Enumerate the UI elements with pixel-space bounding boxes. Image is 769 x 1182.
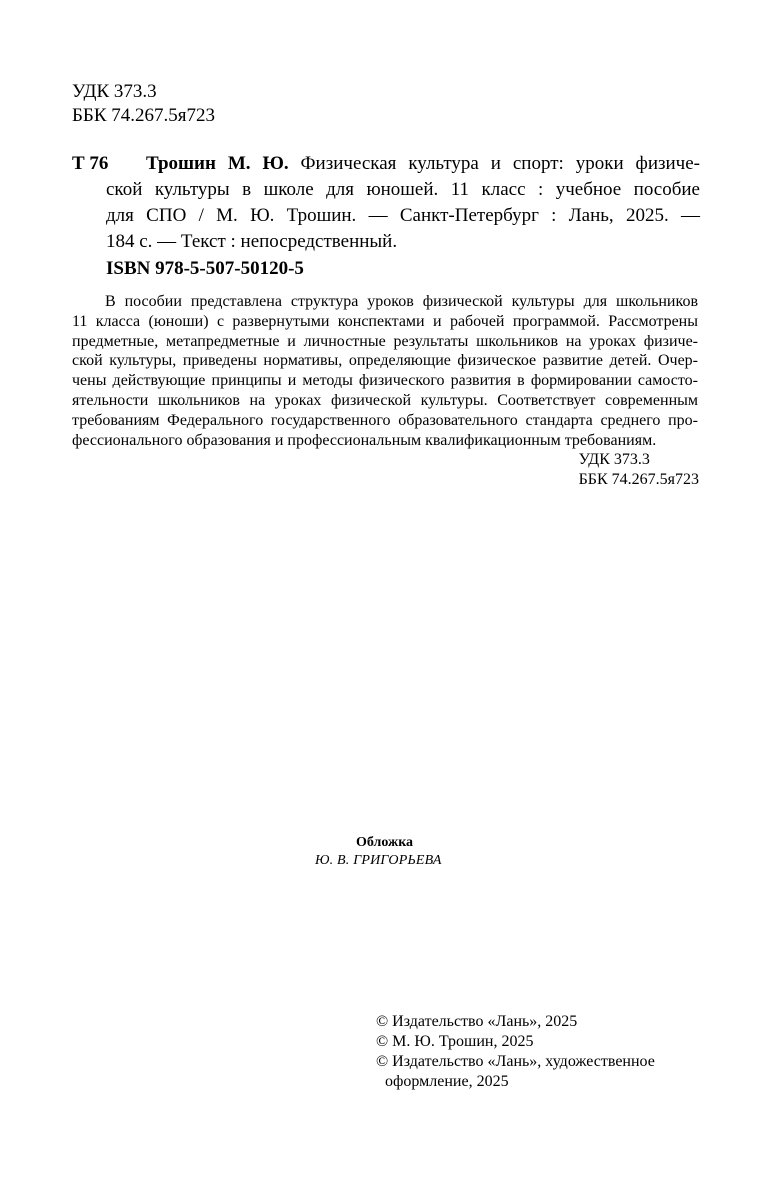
bibliographic-record (106, 151, 700, 255)
abstract-line: фессионального образования и профессиональным квалификационным требованиям. (72, 431, 657, 449)
copyright-line: оформление, 2025 (385, 1073, 509, 1090)
abstract-line: 11 класса (юноши) с развернутыми конспектами и рабочей программой. Рассмотрены (72, 312, 698, 330)
abstract-line: предметные, метапредметные и личностные результаты школьников на уроках физиче- (72, 332, 698, 350)
copyright-block (376, 1012, 655, 1092)
isbn: ISBN 978-5-507-50120-5 (106, 258, 304, 279)
author-name: Трошин М. Ю. (146, 153, 289, 174)
biblio-title-start: Физическая культура и спорт: уроки физиче- (288, 153, 700, 174)
bbk-code: ББК 74.267.5я723 (72, 105, 215, 126)
biblio-line-4: 184 с. — Текст : непосредственный. (106, 231, 398, 252)
copyright-line: © Издательство «Лань», художественное (376, 1053, 655, 1070)
cover-label: Обложка (356, 835, 414, 850)
abstract-line: ской культуры, приведены нормативы, определяющие физическое развитие детей. Очер- (72, 352, 698, 370)
biblio-line-3: для СПО / М. Ю. Трошин. — Санкт-Петербург : Лань, 2025. — (106, 205, 700, 226)
biblio-line-2: ской культуры в школе для юношей. 11 класс : учебное пособие (106, 179, 700, 200)
abstract-line: чены действующие принципы и методы физического развития в формировании самосто- (72, 372, 698, 390)
bbk-code-bottom: ББК 74.267.5я723 (578, 471, 699, 488)
classification-codes-bottom (579, 450, 699, 490)
author-mark: Т 76 (72, 153, 109, 174)
abstract (72, 292, 698, 450)
abstract-line: В пособии представлена структура уроков физической культуры для школьников (105, 293, 698, 310)
udk-code: УДК 373.3 (72, 81, 157, 102)
abstract-line: требованиям Федерального государственного образовательного стандарта среднего про- (72, 411, 698, 429)
copyright-line: © М. Ю. Трошин, 2025 (376, 1033, 534, 1050)
copyright-line: © Издательство «Лань», 2025 (376, 1013, 578, 1030)
abstract-line: ятельности школьников на уроках физической культуры. Соответствует современным (72, 391, 698, 409)
biblio-line-1 (106, 151, 700, 177)
classification-codes-top (72, 80, 215, 128)
udk-code-bottom: УДК 373.3 (578, 451, 650, 468)
cover-designer: Ю. В. ГРИГОРЬЕВА (315, 853, 442, 868)
